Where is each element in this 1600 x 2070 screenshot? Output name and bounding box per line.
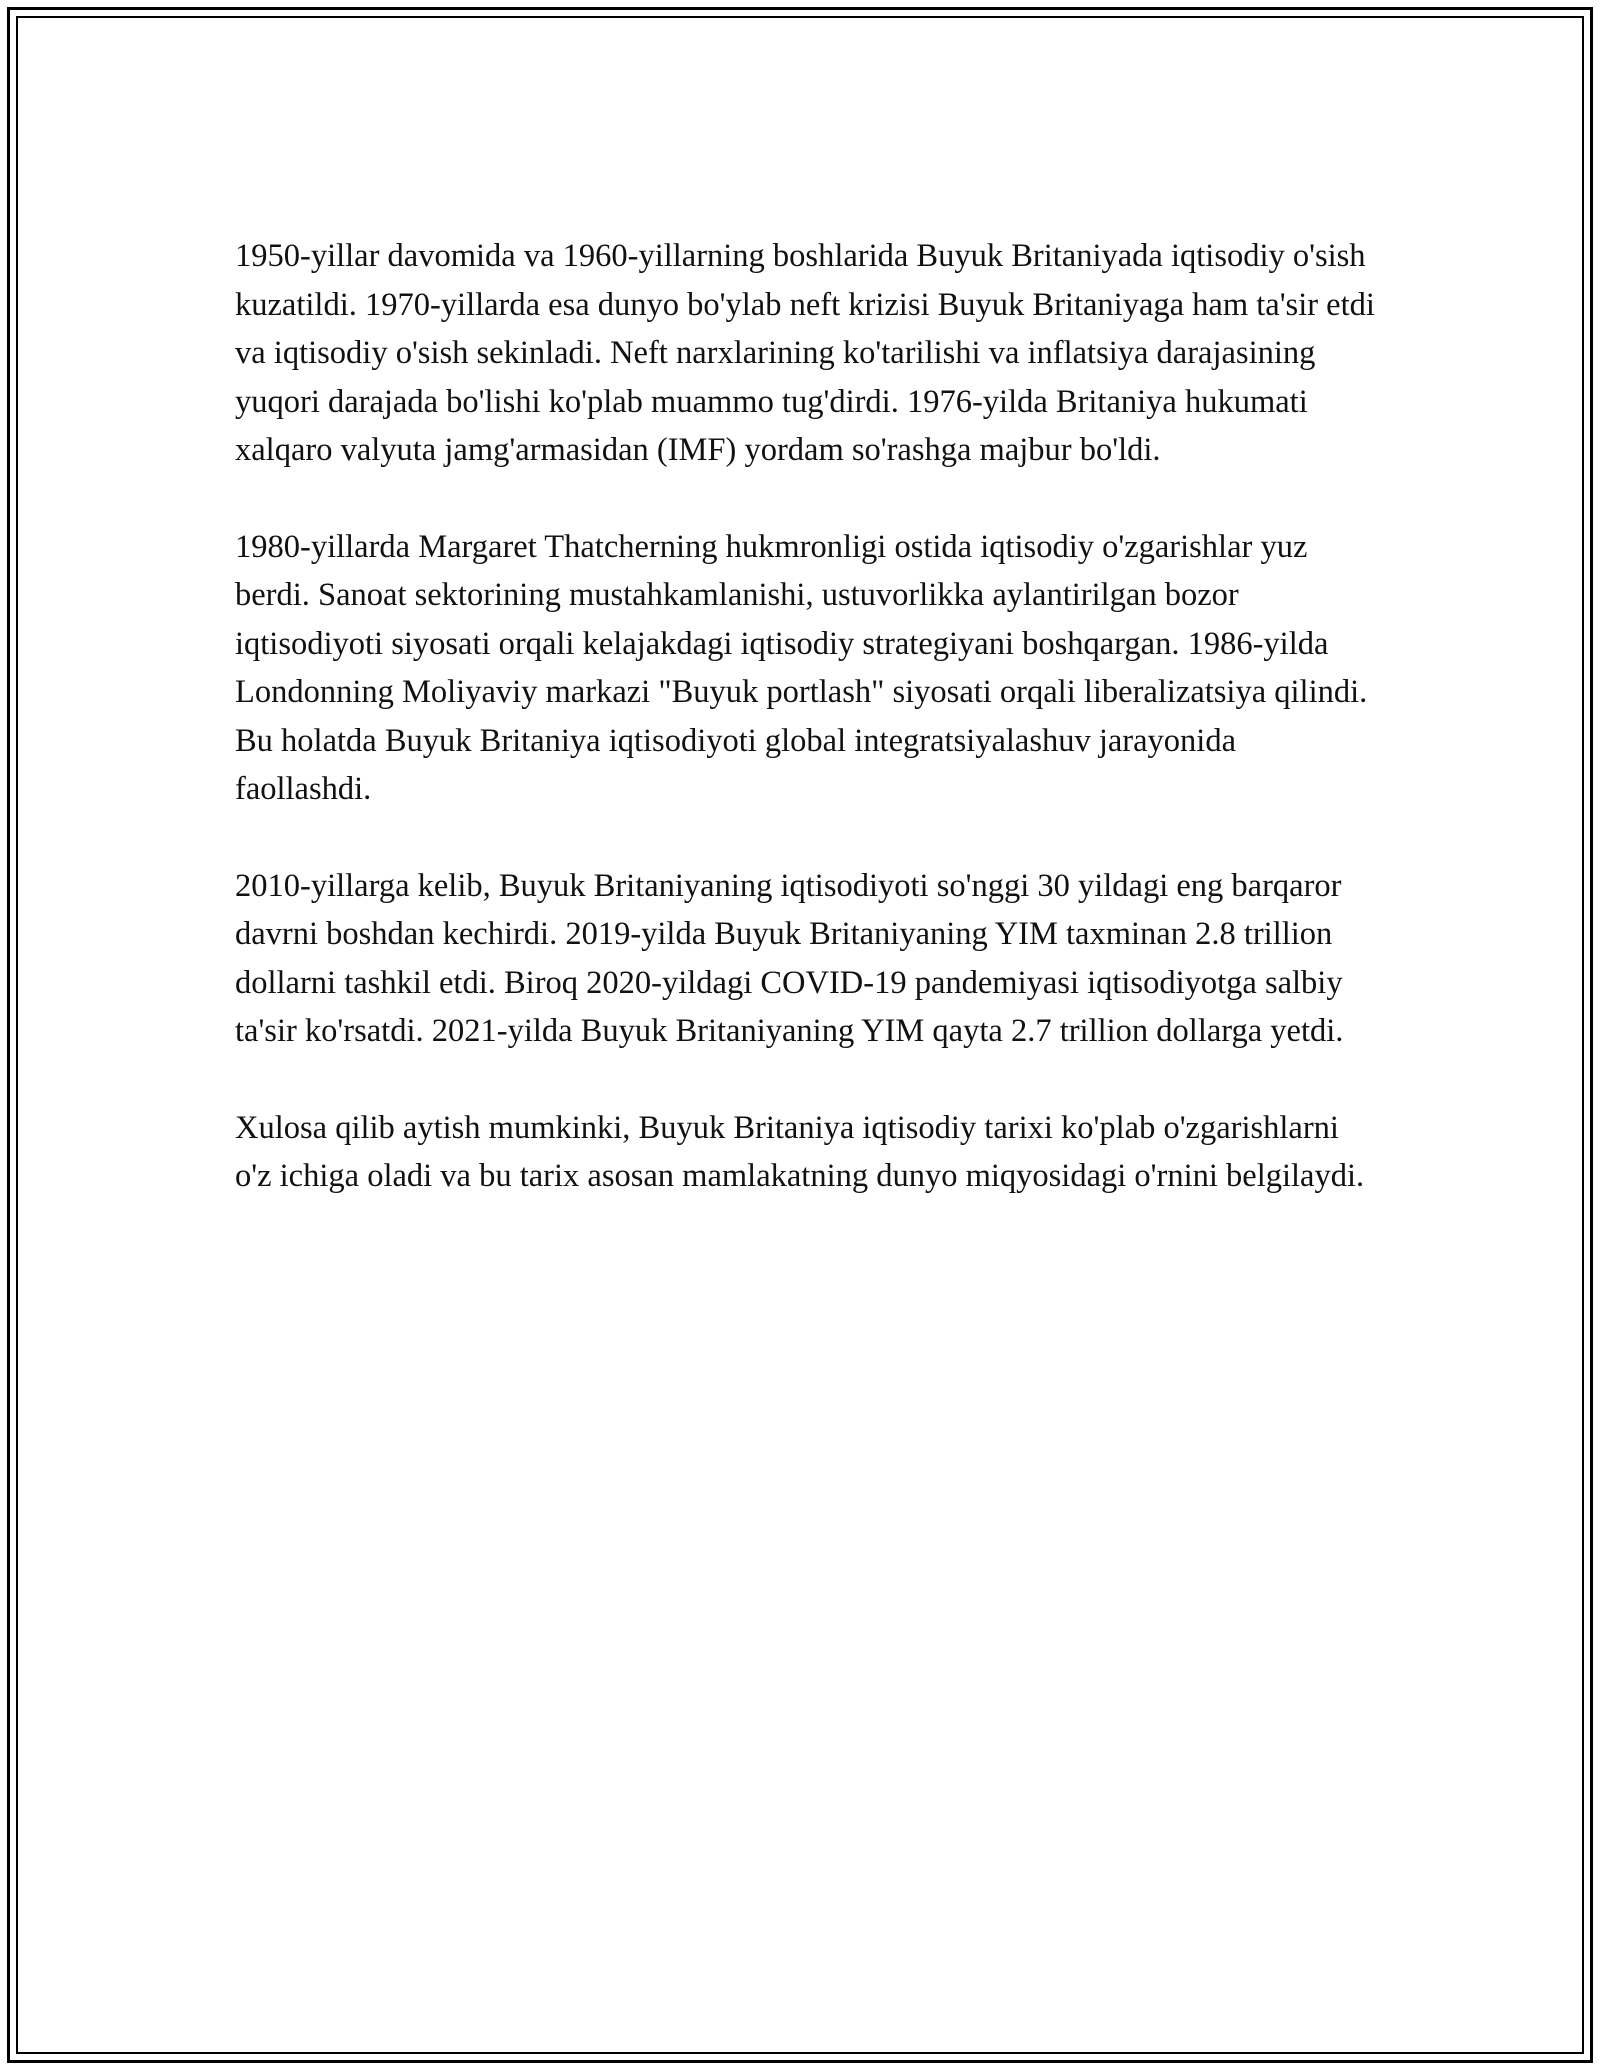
paragraph-1: 1950-yillar davomida va 1960-yillarning boshlarida Buyuk Britaniyada iqtisodiy o'sish kuzatildi. 1970-yillarda esa dunyo bo'ylab neft krizisi Buyuk Britaniyaga ham ta'sir etdi va iqtisodiy o'sish sekinladi. Neft narxlarining ko'tarilishi va inflatsiya darajasining yuqori darajada bo'lishi ko'plab muammo tug'dirdi. 1976-yilda Britaniya hukumati xalqaro valyuta jamg'armasidan (IMF) yordam so'rashga majbur bo'ldi. [235, 238, 1375, 468]
paragraph-3: 2010-yillarga kelib, Buyuk Britaniyaning iqtisodiyoti so'nggi 30 yildagi eng barqaror davrni boshdan kechirdi. 2019-yilda Buyuk Britaniyaning YIM taxminan 2.8 trillion dollarni tashkil etdi. Biroq 2020-yildagi COVID-19 pandemiyasi iqtisodiyotga salbiy ta'sir ko'rsatdi. 2021-yilda Buyuk Britaniyaning YIM qayta 2.7 trillion dollarga yetdi. [235, 867, 1344, 1049]
paragraph-4: Xulosa qilib aytish mumkinki, Buyuk Britaniya iqtisodiy tarixi ko'plab o'zgarishlarni o'z ichiga oladi va bu tarix asosan mamlakatning dunyo miqyosidagi o'rnini belgilaydi. [235, 1109, 1365, 1194]
paragraph-2: 1980-yillarda Margaret Thatcherning hukmronligi ostida iqtisodiy o'zgarishlar yuz berdi. Sanoat sektorining mustahkamlanishi, ustuvorlikka aylantirilgan bozor iqtisodiyoti siyosati orqali kelajakdagi iqtisodiy strategiyani boshqargan. 1986-yilda Londonning Moliyaviy markazi "Buyuk portlash" siyosati orqali liberalizatsiya qilindi. Bu holatda Buyuk Britaniya iqtisodiyoti global integratsiyalashuv jarayonida faollashdi. [235, 528, 1368, 807]
document-body [235, 232, 1375, 1249]
